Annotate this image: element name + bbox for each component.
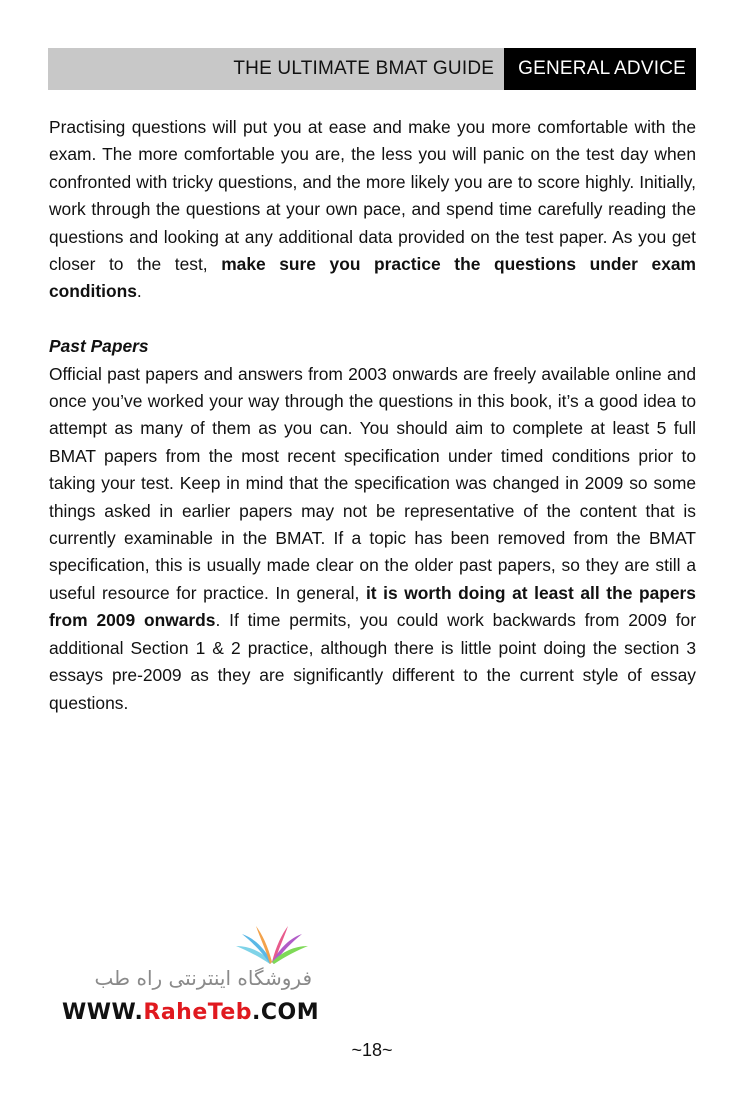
past-papers-text-2: . If time permits, you could work backwards from 2009 for additional Section 1 & 2 practice, although there is little point doing the section 3 essays pre-2009 as they are significantly different to the current style of essay questions. [49, 610, 696, 713]
watermark-url [62, 1000, 319, 1025]
past-papers-emphasis: it is worth doing at least all the papers from 2009 onwards [49, 582, 696, 631]
raheteb-watermark-logo [62, 924, 322, 1034]
url-prefix: WWW. [62, 1000, 144, 1025]
url-suffix: .COM [252, 1000, 320, 1025]
paragraph-spacer [49, 306, 696, 333]
book-fan-icon [222, 924, 322, 964]
section-title: GENERAL ADVICE [504, 48, 696, 90]
intro-emphasis: make sure you practice the questions under exam conditions [49, 254, 696, 302]
page-body [49, 114, 696, 717]
url-brand: RaheTeb [143, 1000, 252, 1025]
page-number: ~18~ [351, 1040, 393, 1060]
guide-title: THE ULTIMATE BMAT GUIDE [233, 58, 495, 79]
past-papers-heading: Past Papers [49, 336, 149, 357]
past-papers-text-1: Official past papers and answers from 2003 onwards are freely available online and once you’ve worked your way through the questions in this book, it’s a good idea to attempt as many of them as you can. You should aim to complete at least 5 full BMAT papers from the most recent specification under timed conditions prior to taking your test. Keep in mind that the specification was changed in 2009 so some things asked in earlier papers may not be representative of the content that is currently examinable in the BMAT. If a topic has been removed from the BMAT specification, this is usually made clear on the older past papers, so they are still a useful resource for practice. In general, [49, 363, 696, 603]
past-papers-paragraph [49, 361, 696, 717]
running-header [48, 48, 696, 90]
intro-text: Practising questions will put you at ease and make you more comfortable with the exam. The more comfortable you are, the less you will panic on the test day when confronted with tricky questions, and the more likely you are to score highly. Initially, work through the questions at your own pace, and spend time carefully reading the questions and looking at any additional data provided on the test paper. As you get closer to the test, [49, 117, 696, 275]
intro-paragraph [49, 114, 696, 306]
intro-end: . [136, 281, 142, 302]
watermark-persian-text: فروشگاه اینترنتی راه طب [94, 966, 312, 990]
